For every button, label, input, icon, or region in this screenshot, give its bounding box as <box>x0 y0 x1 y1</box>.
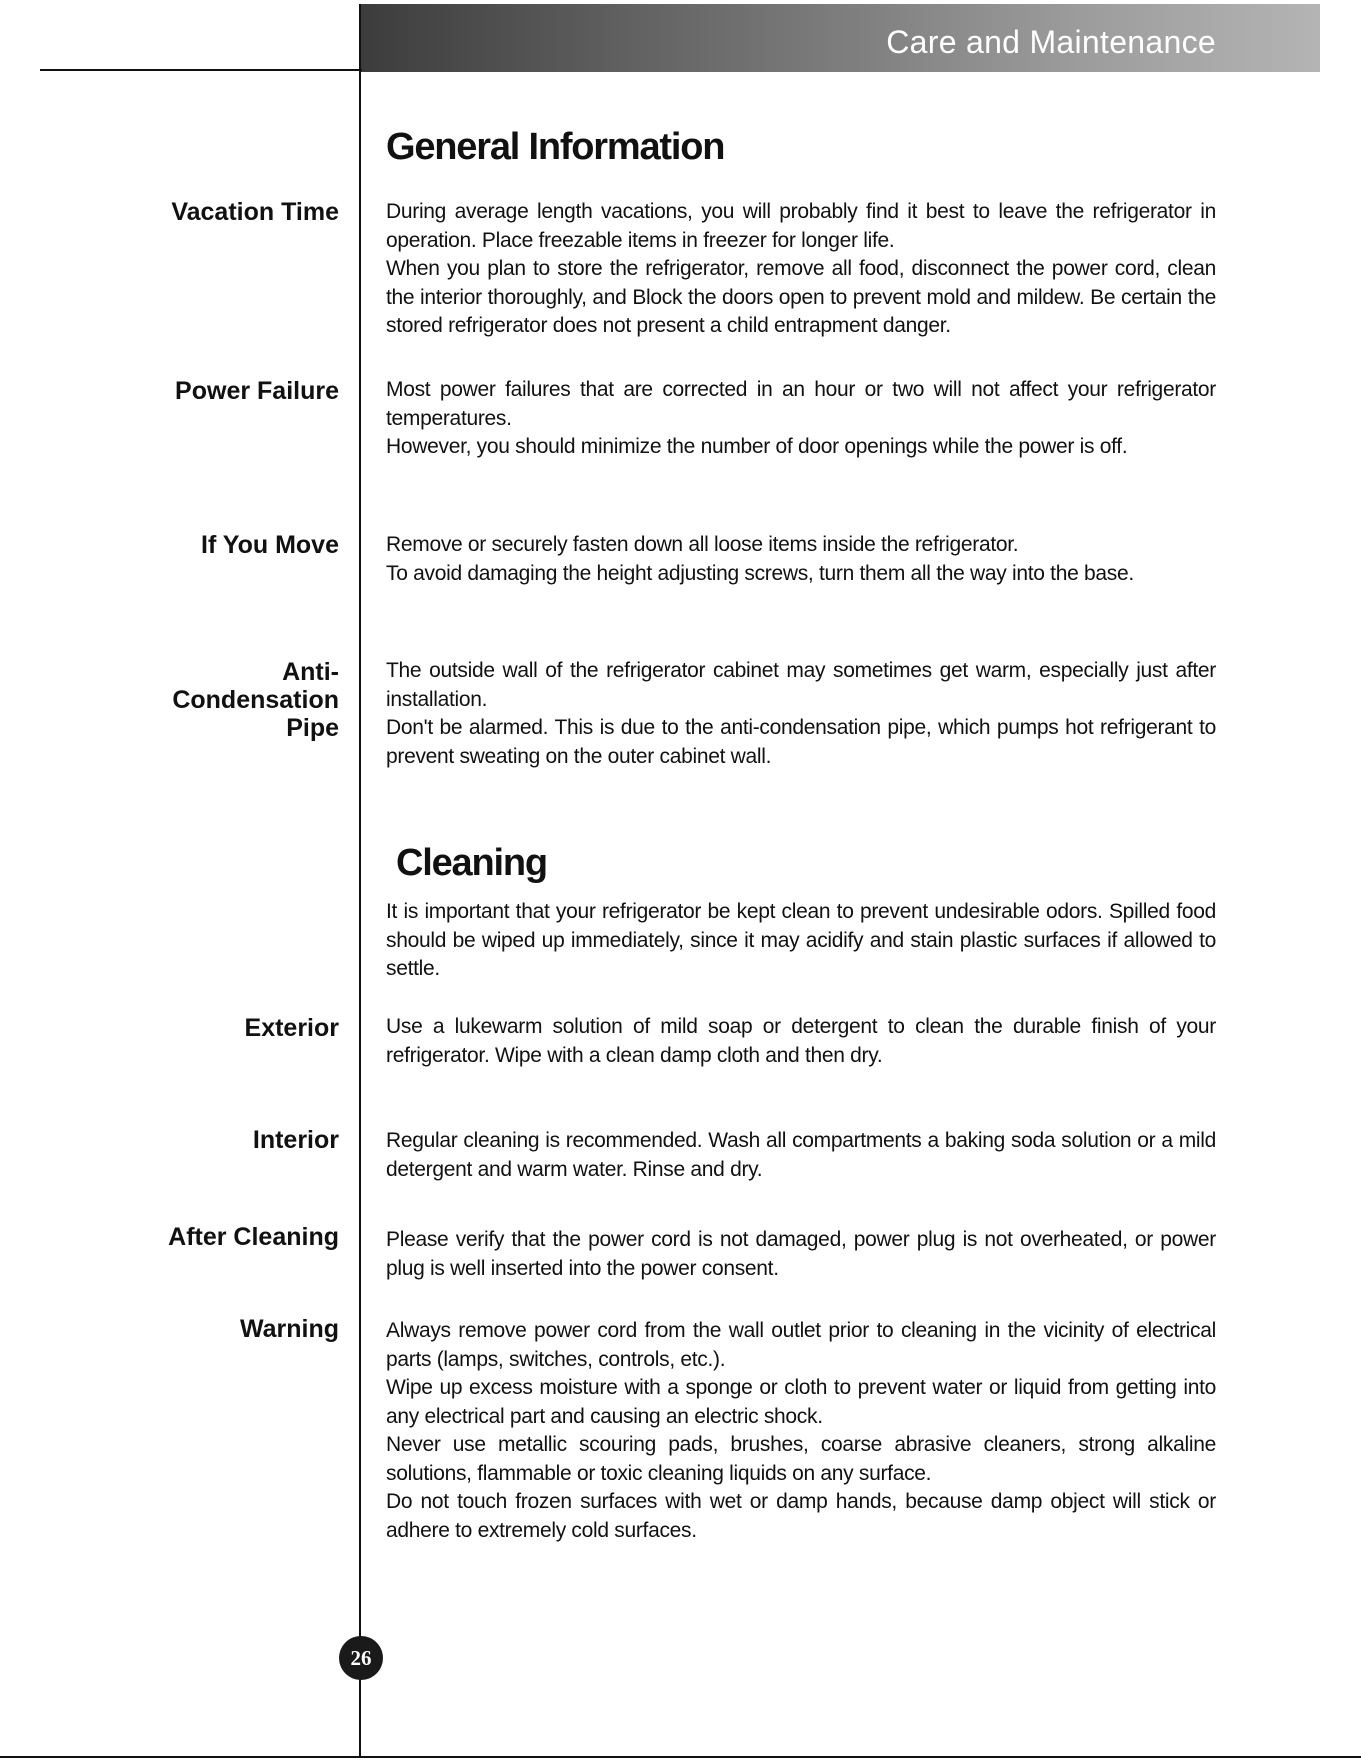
move-line-2: To avoid damaging the height adjusting screws, turn them all the way into the base. <box>386 561 1134 585</box>
after-line-1: Please verify that the power cord is not damaged, power plug is not overheated, or power plug is well inserted into the power consent. <box>386 1228 1216 1280</box>
vacation-line-1: During average length vacations, you will probably find it best to leave the refrigerator in operation. Place freezable items in freezer for longer life. <box>386 200 1216 252</box>
vertical-rule <box>359 4 361 1756</box>
after-cleaning-label: After Cleaning <box>168 1223 339 1251</box>
warning-line-1: Always remove power cord from the wall outlet prior to cleaning in the vicinity of electrical parts (lamps, switches, controls, etc.). <box>386 1319 1216 1371</box>
exterior-line-1: Use a lukewarm solution of mild soap or detergent to clean the durable finish of your refrigerator. Wipe with a clean damp cloth and then dry. <box>386 1015 1216 1067</box>
after-cleaning-text <box>386 1226 1216 1283</box>
cleaning-intro-line: It is important that your refrigerator be kept clean to prevent undesirable odors. Spilled food should be wiped up immediately, since it may acidify and stain plastic surfaces if allowed to settle. <box>386 900 1216 980</box>
bottom-rule <box>0 1756 1361 1758</box>
cleaning-intro-text <box>386 898 1216 984</box>
anti-label-line-1: Anti- <box>282 658 339 686</box>
anti-label-line-2: Condensation <box>172 686 339 714</box>
top-rule <box>40 69 362 71</box>
if-you-move-label: If You Move <box>201 531 339 559</box>
anti-line-1: The outside wall of the refrigerator cabinet may sometimes get warm, especially just after installation. <box>386 659 1216 711</box>
interior-text <box>386 1127 1216 1184</box>
anti-condensation-pipe-label <box>109 658 339 742</box>
warning-text <box>386 1317 1216 1545</box>
interior-line-1: Regular cleaning is recommended. Wash all compartments a baking soda solution or a mild detergent and warm water. Rinse and dry. <box>386 1129 1216 1181</box>
warning-line-4: Do not touch frozen surfaces with wet or damp hands, because damp object will stick or adhere to extremely cold surfaces. <box>386 1490 1216 1542</box>
vacation-time-label: Vacation Time <box>171 198 339 226</box>
power-line-2: However, you should minimize the number of door openings while the power is off. <box>386 435 1128 458</box>
cleaning-heading: Cleaning <box>396 842 547 884</box>
vacation-line-2: When you plan to store the refrigerator, remove all food, disconnect the power cord, clean the interior thoroughly, and Block the doors open to prevent mold and mildew. Be certain the stored refrigerator does not present a child entrapment danger. <box>386 257 1216 337</box>
interior-label: Interior <box>252 1126 339 1154</box>
exterior-text <box>386 1013 1216 1070</box>
general-information-heading: General Information <box>386 126 725 168</box>
exterior-label: Exterior <box>244 1014 339 1042</box>
warning-line-2: Wipe up excess moisture with a sponge or cloth to prevent water or liquid from getting into any electrical part and causing an electric shock. <box>386 1376 1216 1428</box>
vacation-time-text <box>386 198 1216 341</box>
power-failure-text <box>386 376 1216 462</box>
move-line-1: Remove or securely fasten down all loose items inside the refrigerator. <box>386 533 1019 556</box>
anti-line-2: Don't be alarmed. This is due to the anti-condensation pipe, which pumps hot refrigerant to prevent sweating on the outer cabinet wall. <box>386 716 1216 768</box>
warning-label: Warning <box>239 1315 339 1343</box>
power-failure-label: Power Failure <box>175 377 339 405</box>
anti-label-line-3: Pipe <box>286 714 339 742</box>
power-line-1: Most power failures that are corrected in an hour or two will not affect your refrigerator temperatures. <box>386 378 1216 430</box>
if-you-move-text <box>386 531 1216 588</box>
header-title: Care and Maintenance <box>886 24 1216 60</box>
page-number-badge: 26 <box>339 1636 383 1680</box>
header-bar <box>360 4 1320 72</box>
anti-condensation-text <box>386 657 1216 771</box>
warning-line-3: Never use metallic scouring pads, brushes, coarse abrasive cleaners, strong alkaline solutions, flammable or toxic cleaning liquids on any surface. <box>386 1433 1216 1485</box>
